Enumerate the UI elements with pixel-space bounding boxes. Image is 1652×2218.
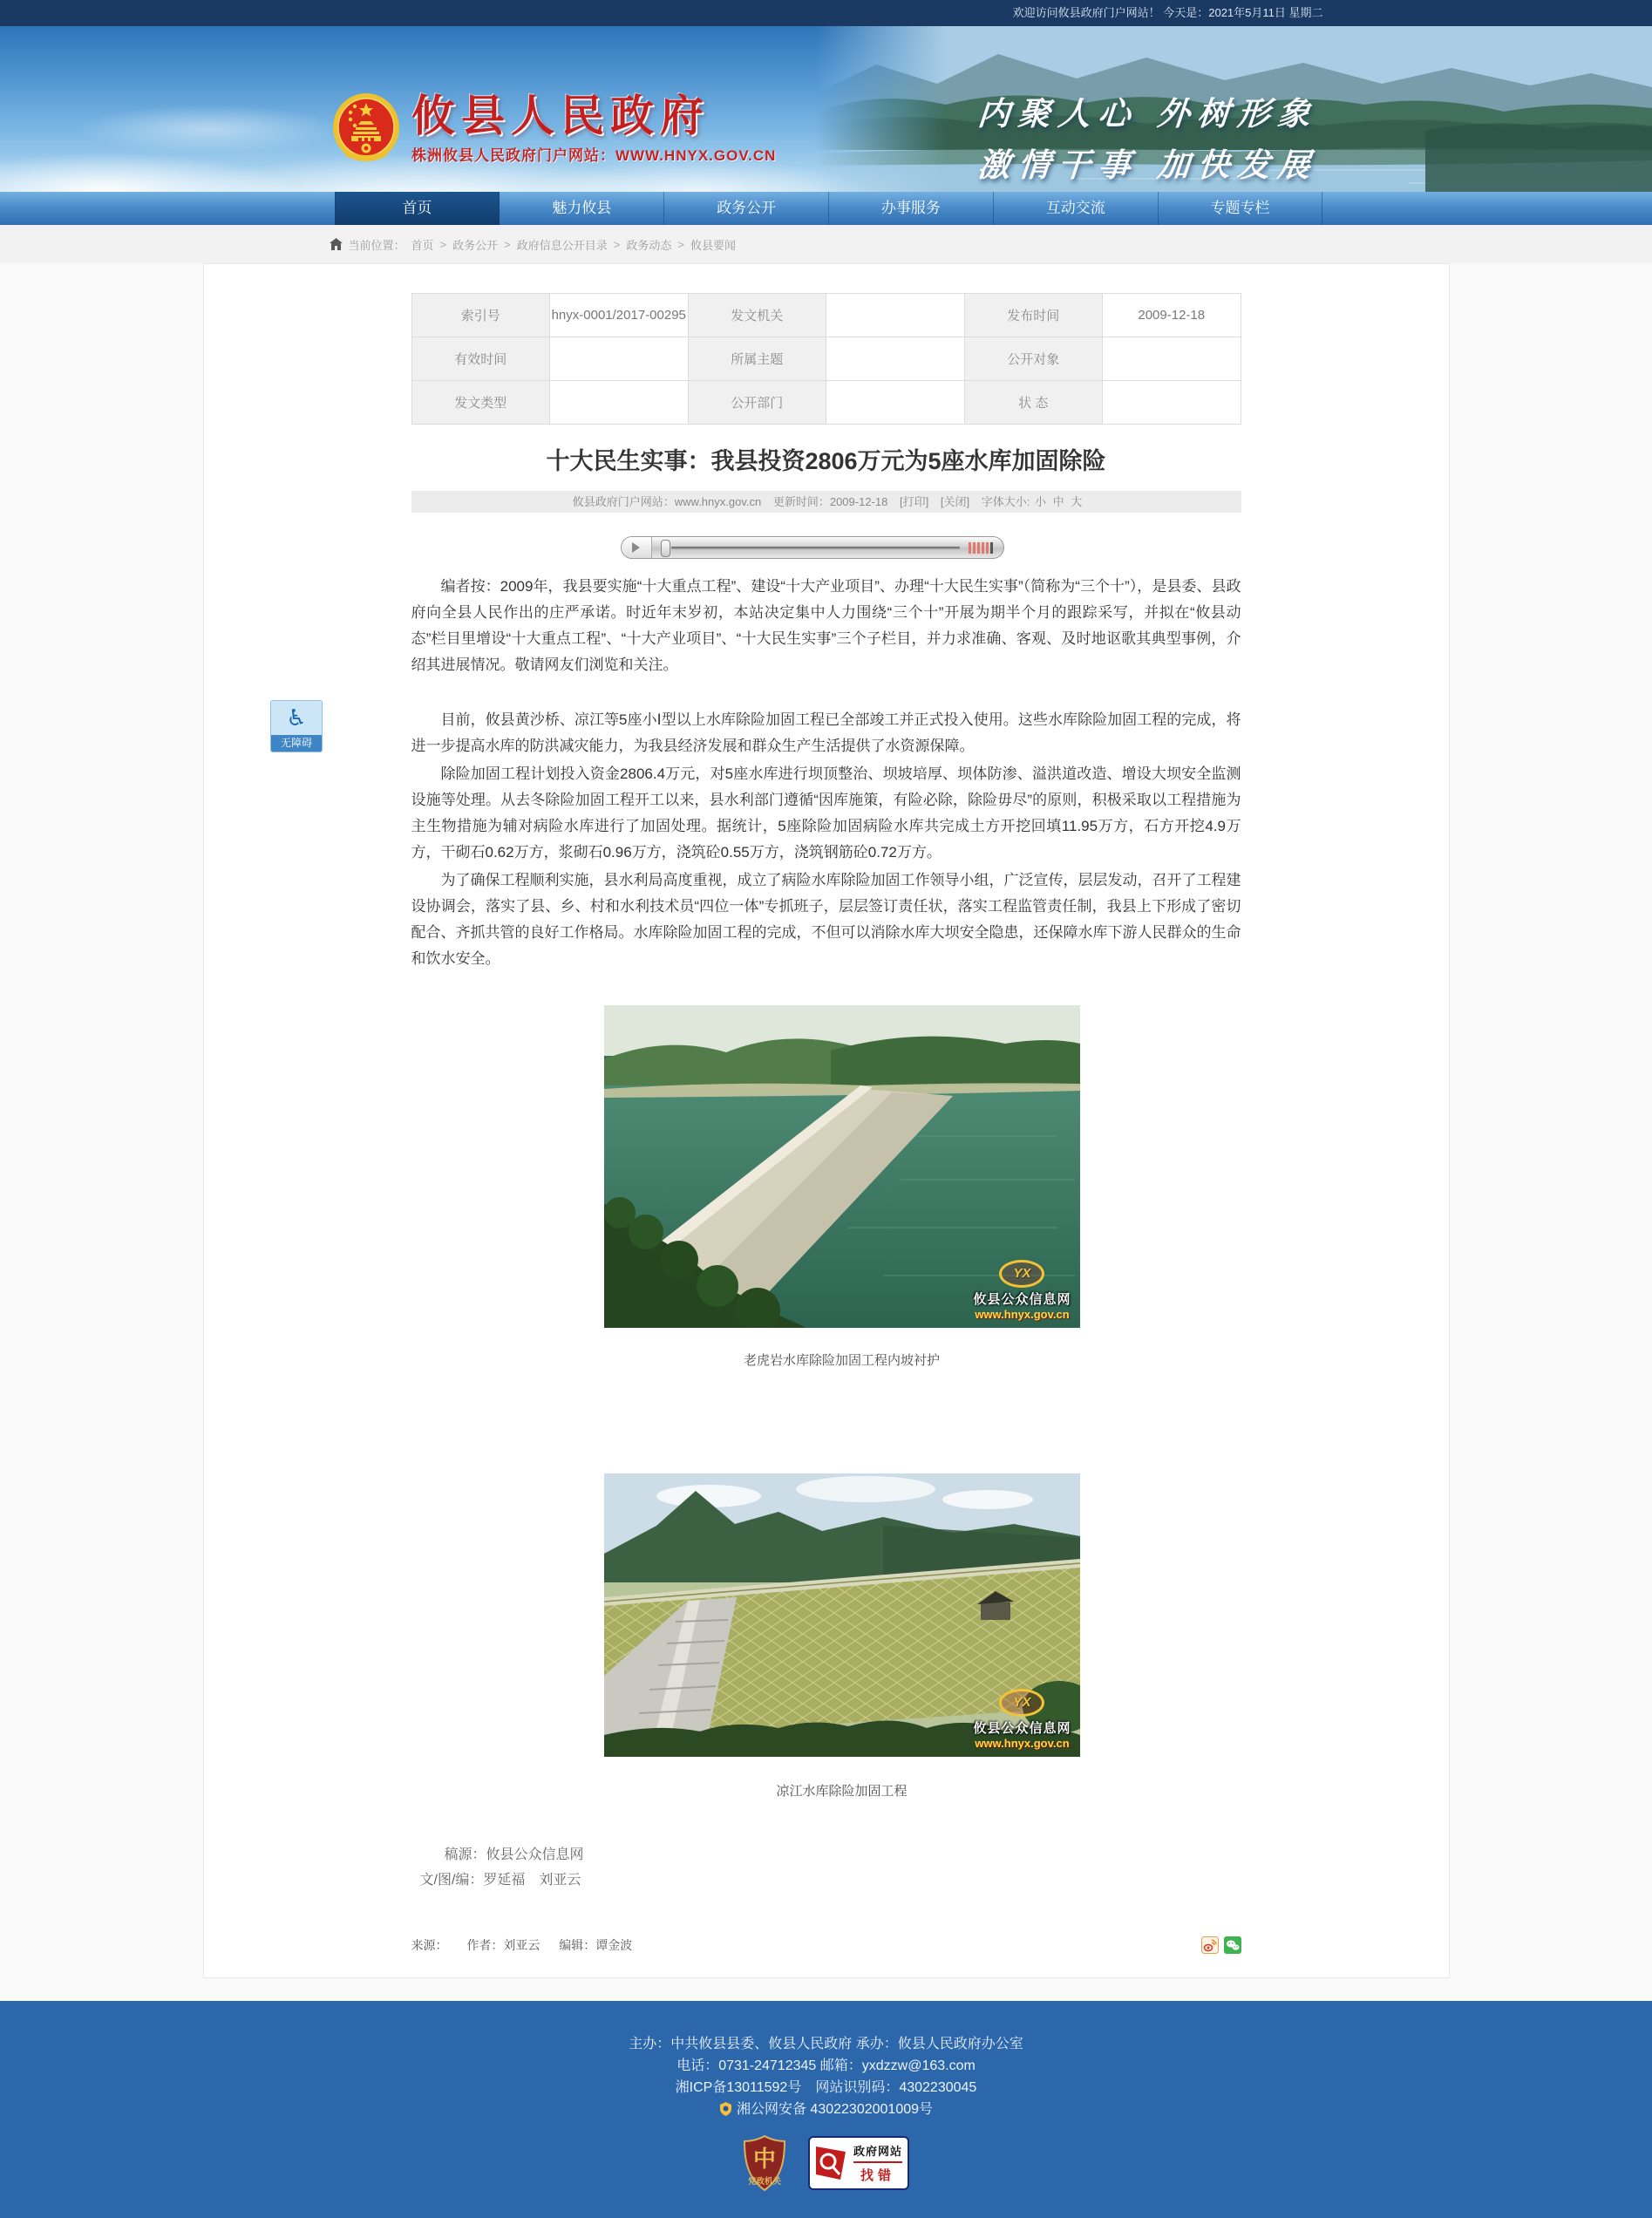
meta-label: 发文类型 — [411, 381, 550, 425]
badge-website-error-report[interactable] — [808, 2136, 909, 2190]
national-emblem-icon — [332, 92, 400, 166]
footer-contact: 电话：0731-24712345 邮箱：yxdzzw@163.com — [676, 2058, 976, 2073]
meta-label: 公开部门 — [688, 381, 826, 425]
watermark-name: 攸县公众信息网 — [973, 1721, 1071, 1736]
watermark-name: 攸县公众信息网 — [973, 1292, 1071, 1307]
meta-value: 2009-12-18 — [1103, 294, 1241, 337]
breadcrumb-separator: > — [613, 237, 621, 251]
meta-value — [826, 294, 965, 337]
player-slider-thumb[interactable] — [661, 540, 670, 557]
article-title: 十大民生实事：我县投资2806万元为5座水库加固除险 — [546, 448, 1106, 474]
nav-item-gov-info[interactable]: 政务公开 — [664, 192, 829, 225]
site-title: 攸县人民政府 — [411, 92, 710, 140]
audio-player[interactable] — [621, 536, 1004, 559]
update-time: 更新时间：2009-12-18 — [772, 495, 888, 508]
accessibility-widget[interactable] — [270, 700, 323, 752]
slogan-line-1: 内聚人心 外树形象 — [976, 94, 1320, 133]
play-icon — [632, 542, 640, 553]
badge-party-gov-icon[interactable] — [744, 2135, 785, 2191]
badge-party-gov-label: 党政机关 — [747, 2177, 781, 2187]
source-site: 攸县政府门户网站：www.hnyx.gov.cn — [572, 495, 762, 508]
share-weibo-icon[interactable] — [1201, 1936, 1219, 1954]
watermark-logo: YX — [999, 1260, 1044, 1288]
photo-watermark — [973, 1260, 1071, 1321]
meta-label: 发布时间 — [964, 294, 1103, 337]
volume-bars-icon — [969, 542, 993, 554]
breadcrumb-separator: > — [504, 237, 511, 251]
breadcrumb — [0, 225, 1652, 263]
nav-item-charm[interactable]: 魅力攸县 — [500, 192, 664, 225]
paragraph-implementation: 为了确保工程顺利实施，县水利局高度重视，成立了病险水库除险加固工作领导小组，广泛宣传，层层发动，召开了工程建设协调会，落实了县、乡、村和水利技术员“四位一体”专抓班子，层层签订责任状，落实工程监管责任制，我县上下形成了密切配合、齐抓共管的良好工作格局。水库除险加固工程的完成，不但可以消除水库大坝安全隐患，还保障水库下游人民群众的生命和饮水安全。 — [411, 872, 1241, 967]
meta-value — [1103, 381, 1241, 425]
font-small-button[interactable]: 小 — [1034, 495, 1046, 508]
meta-label: 公开对象 — [964, 337, 1103, 381]
watermark-url: www.hnyx.gov.cn — [975, 1308, 1070, 1321]
nav-item-home[interactable]: 首页 — [335, 192, 500, 225]
header-slogan — [978, 87, 1318, 186]
article-credits — [411, 1842, 1241, 1893]
credit-editors: 文/图/编：罗延福 刘亚云 — [419, 1873, 581, 1888]
site-header — [0, 26, 1652, 192]
bottom-source-label: 来源： — [411, 1938, 448, 1952]
main-nav — [0, 192, 1652, 225]
watermark-url: www.hnyx.gov.cn — [975, 1737, 1070, 1750]
badge-party-gov-glyph: 中 — [752, 2147, 776, 2173]
figure-reservoir-photo — [604, 1005, 1080, 1328]
figure-caption: 凉江水库除险加固工程 — [776, 1784, 908, 1799]
nav-item-services[interactable]: 办事服务 — [829, 192, 994, 225]
nav-item-special[interactable]: 专题专栏 — [1159, 192, 1323, 225]
breadcrumb-item-dynamics[interactable]: 政务动态 — [626, 238, 672, 252]
meta-value — [826, 381, 965, 425]
figure-caption: 老虎岩水库除险加固工程内坡衬护 — [743, 1353, 940, 1368]
font-size-label: 字体大小: — [981, 495, 1030, 508]
meta-value: hnyx-0001/2017-00295 — [550, 294, 689, 337]
slogan-line-2: 激情干事 加快发展 — [976, 146, 1320, 184]
nav-item-interaction[interactable]: 互动交流 — [994, 192, 1159, 225]
meta-table — [411, 293, 1241, 425]
badge-gov-site-label: 政府网站 — [853, 2142, 902, 2163]
wheelchair-icon: ♿ — [286, 705, 307, 731]
home-icon — [330, 238, 343, 250]
article-container — [203, 263, 1450, 1978]
share-wechat-icon[interactable] — [1224, 1936, 1241, 1954]
close-button[interactable]: [关闭] — [940, 495, 970, 508]
meta-label: 索引号 — [411, 294, 550, 337]
meta-label: 状 态 — [964, 381, 1103, 425]
meta-value — [550, 337, 689, 381]
font-large-button[interactable]: 大 — [1071, 495, 1083, 508]
site-brand[interactable] — [332, 92, 776, 166]
meta-value — [1103, 337, 1241, 381]
photo-watermark — [973, 1689, 1071, 1750]
font-medium-button[interactable]: 中 — [1052, 495, 1064, 508]
breadcrumb-item-catalog[interactable]: 政府信息公开目录 — [516, 238, 608, 252]
breadcrumb-separator: > — [677, 237, 684, 251]
print-button[interactable]: [打印] — [899, 495, 929, 508]
footer-icp: 湘ICP备13011592号 网站识别码：4302230045 — [675, 2080, 977, 2095]
player-slider[interactable] — [661, 537, 960, 558]
meta-value — [550, 381, 689, 425]
bottom-author: 作者：刘亚云 — [466, 1938, 540, 1952]
meta-value — [826, 337, 965, 381]
meta-label: 所属主题 — [688, 337, 826, 381]
police-badge-icon — [719, 2102, 732, 2116]
credit-source: 稿源：攸县公众信息网 — [444, 1847, 584, 1862]
site-footer — [0, 2001, 1652, 2218]
article-footer-meta — [411, 1936, 1241, 1954]
footer-sponsor: 主办：中共攸县县委、攸县人民政府 承办：攸县人民政府办公室 — [629, 2037, 1023, 2051]
bottom-editor: 编辑：谭金波 — [559, 1938, 633, 1952]
breadcrumb-label: 当前位置： — [348, 238, 405, 252]
play-button[interactable] — [622, 537, 652, 558]
paragraph-status: 目前，攸县黄沙桥、凉江等5座小Ⅰ型以上水库除险加固工程已全部竣工并正式投入使用。这些水库除险加固工程的完成，将进一步提高水库的防洪减灾能力，为我县经济发展和群众生产生活提供了水资源保障。 — [411, 711, 1241, 754]
breadcrumb-item-gov-info[interactable]: 政务公开 — [452, 238, 499, 252]
figure-dam-photo — [604, 1473, 1080, 1757]
breadcrumb-item-home[interactable]: 首页 — [411, 238, 434, 252]
breadcrumb-item-news[interactable]: 攸县要闻 — [690, 238, 736, 252]
breadcrumb-separator: > — [439, 237, 447, 251]
meta-label: 有效时间 — [411, 337, 550, 381]
watermark-logo: YX — [999, 1689, 1044, 1717]
site-subtitle: 株洲攸县人民政府门户网站：WWW.HNYX.GOV.CN — [411, 147, 777, 164]
badge-find-error-label: 找错 — [860, 2168, 895, 2183]
topbar-welcome-text: 欢迎访问攸县政府门户网站！ 今天是：2021年5月11日 星期二 — [1012, 6, 1323, 19]
meta-label: 发文机关 — [688, 294, 826, 337]
footer-security-record: 湘公网安备 43022302001009号 — [736, 2102, 934, 2117]
topbar — [0, 0, 1652, 26]
paragraph-editor-note: 编者按：2009年，我县要实施“十大重点工程”、建设“十大产业项目”、办理“十大民生实事”（简称为“三个十”），是县委、县政府向全县人民作出的庄严承诺。时近年末岁初，本站决定集中人力围绕“三个十”开展为期半个月的跟踪采写，并拟在“攸县动态”栏目里增设“十大重点工程”、“十大产业项目”、“十大民生实事”三个子栏目，并力求准确、客观、及时地讴歌其典型事例，介绍其进展情况。敬请网友们浏览和关注。 — [411, 578, 1241, 673]
accessibility-label: 无障碍 — [271, 735, 322, 752]
article-source-bar — [411, 491, 1241, 513]
article-body — [411, 574, 1241, 972]
player-slider-rail — [671, 547, 960, 549]
paragraph-investment: 除险加固工程计划投入资金2806.4万元，对5座水库进行坝顶整治、坝坡培厚、坝体防渗、溢洪道改造、增设大坝安全监测设施等处理。从去冬除险加固工程开工以来，县水利部门遵循“因库施策，有险必除，除险毋尽”的原则，积极采取以工程措施为主生物措施为辅对病险水库进行了加固处理。据统计，5座除险加固病险水库共完成土方开挖回填11.95万方，石方开挖4.9万方，干砌石0.62万方，浆砌石0.96万方，浇筑砼0.55万方，浇筑钢筋砼0.72万方。 — [411, 765, 1241, 861]
find-error-magnifier-icon — [814, 2145, 847, 2181]
